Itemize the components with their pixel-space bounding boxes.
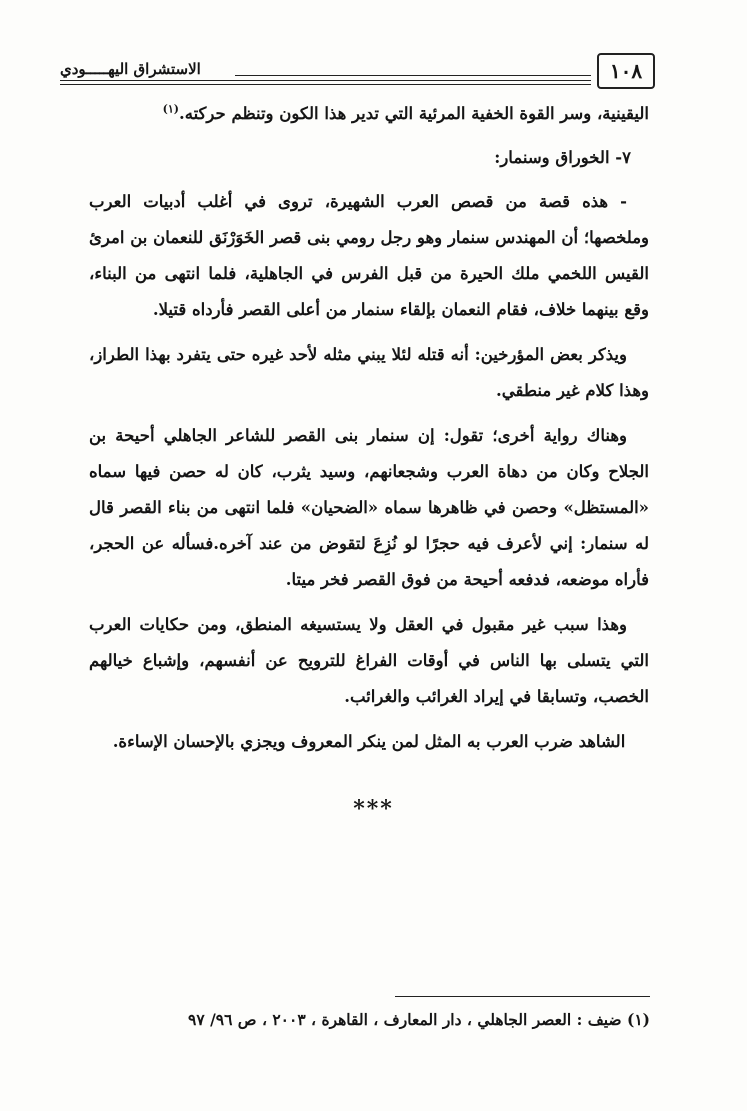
paragraph: ويذكر بعض المؤرخين: أنه قتله لئلا يبني مثله لأحد غيره حتى يتفرد بهذا الطراز، وهذا كلام غير منطقي.	[89, 345, 649, 400]
header-rule	[235, 75, 591, 76]
paragraph: وهذا سبب غير مقبول في العقل ولا يستسيغه المنطق، ومن حكايات العرب التي يتسلى بها الناس في أوقات الفراغ للترويح عن أنفسهم، وإشباع خيالهم الخصب، وتسابقا في إيراد الغرائب والغرائب.	[89, 615, 649, 706]
paragraph: - هذه قصة من قصص العرب الشهيرة، تروى في أغلب أدبيات العرب وملخصها؛ أن المهندس سنمار وهو رجل رومي بنى قصر الخَوَرْنَق للنعمان بن امرئ القيس اللخمي ملك الحيرة من قبل الفرس في الجاهلية، فلما انتهى من البناء، وقع بينهما خلاف، فقام النعمان بإلقاء سنمار من أعلى القصر فأرداه قتيلا.	[89, 192, 649, 319]
footnote: (١) ضيف : العصر الجاهلي ، دار المعارف ، القاهرة ، ٢٠٠٣ ، ص ٩٦/ ٩٧	[188, 1010, 650, 1029]
page-number: ١٠٨	[597, 53, 655, 89]
body-text	[89, 96, 649, 769]
paragraph: وهناك رواية أخرى؛ تقول: إن سنمار بنى القصر للشاعر الجاهلي أحيحة بن الجلاح وكان من دهاة العرب وشجعانهم، وسيد يثرب، كان له حصن فيها سماه «المستظل» وحصن في ظاهرها سماه «الضحيان» فلما انتهى من بناء القصر قال له سنمار: إني لأعرف فيه حجرًا لو نُزِعَ لتقوض من عند آخره.فسأله عن الحجر، فأراه موضعه، فدفعه أحيحة من فوق القصر فخر ميتا.	[89, 426, 649, 589]
paragraph-text: اليقينية، وسر القوة الخفية المرئية التي تدير هذا الكون وتنظم حركته.	[178, 104, 649, 123]
paragraph	[89, 96, 649, 132]
running-title: الاستشراق اليهـــــودي	[60, 60, 201, 78]
footnote-reference[interactable]: (١)	[162, 102, 179, 116]
section-separator: ***	[353, 796, 394, 822]
header-rule	[60, 84, 591, 85]
header-rule	[60, 80, 591, 81]
paragraph: الشاهد ضرب العرب به المثل لمن ينكر المعروف ويجزي بالإحسان الإساءة.	[112, 732, 626, 751]
section-heading: ٧- الخوراق وسنمار:	[494, 148, 631, 167]
page-header	[60, 53, 655, 93]
footnote-rule	[395, 996, 650, 997]
